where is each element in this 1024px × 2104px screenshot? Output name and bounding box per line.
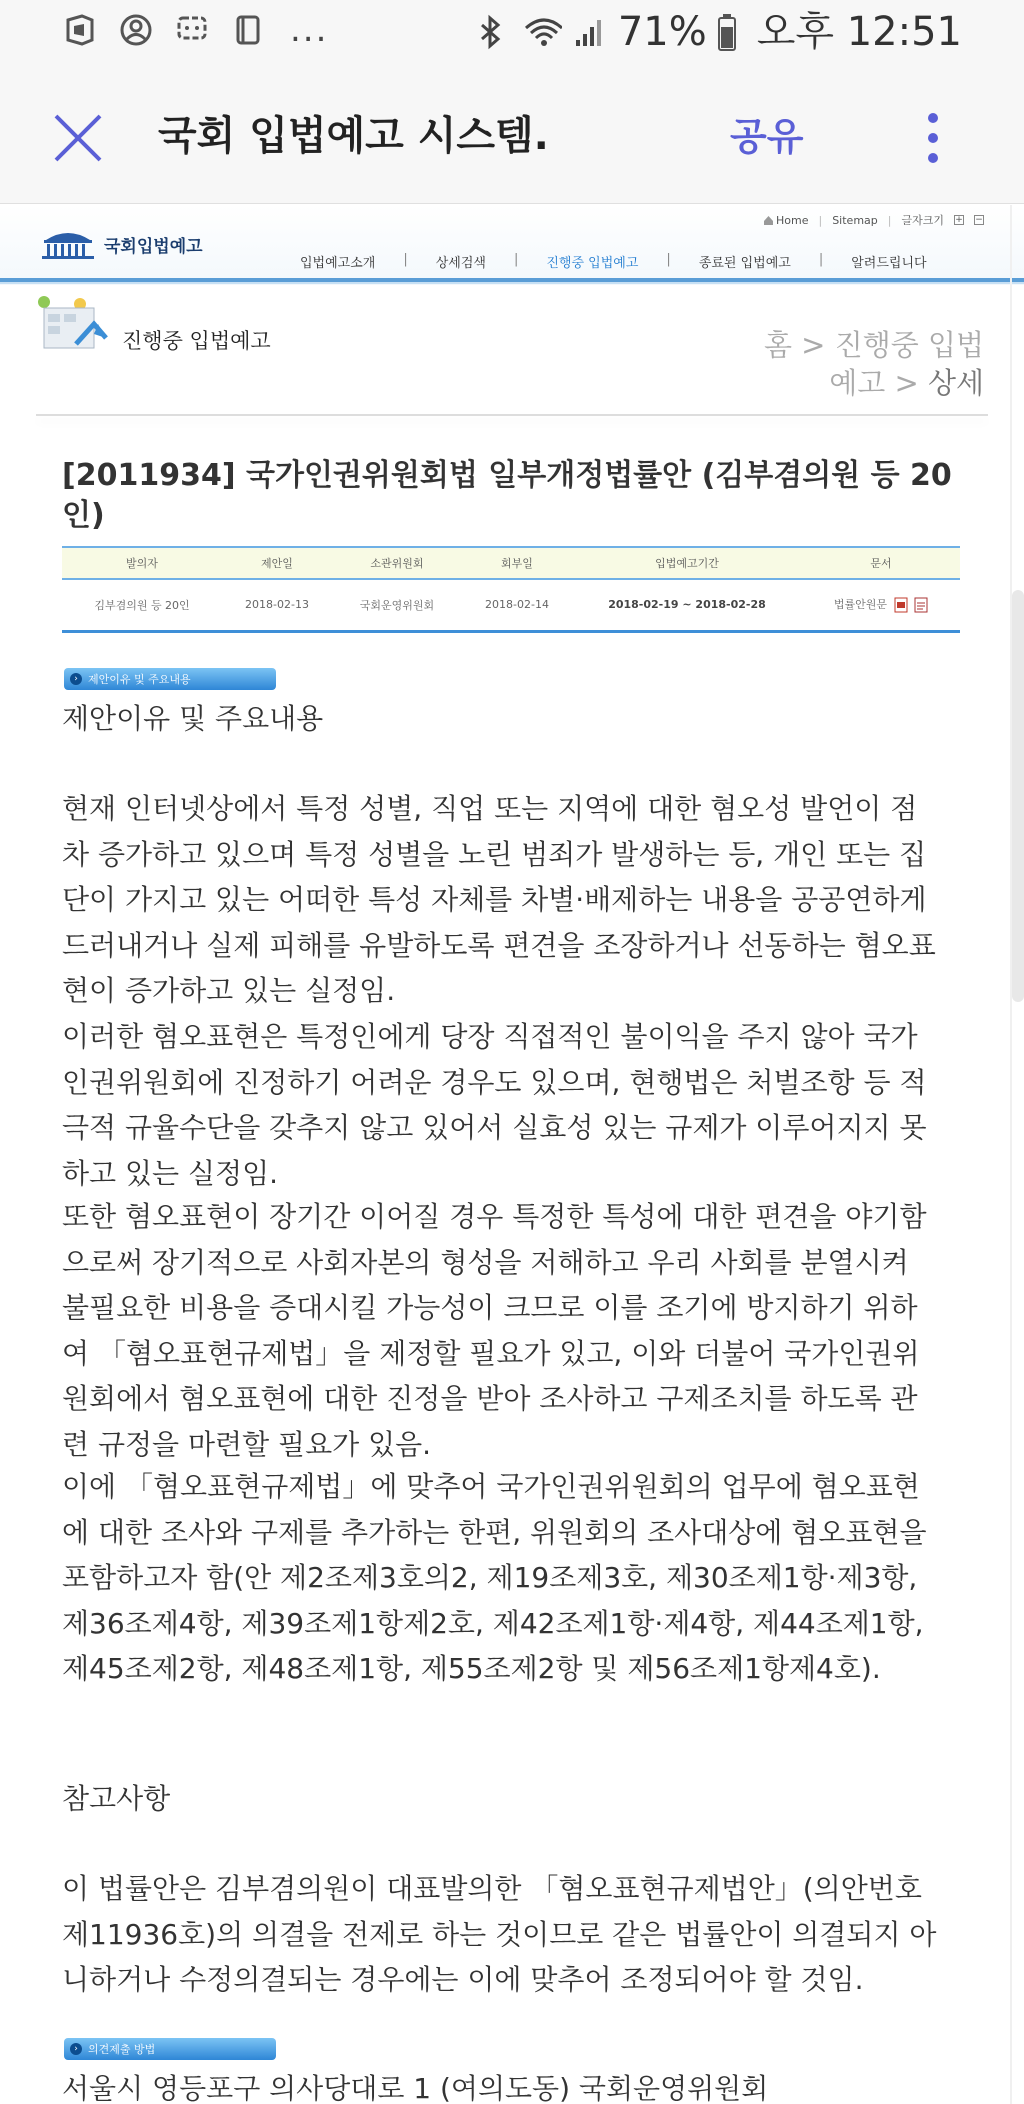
opinion-address: 서울시 영등포구 의사당대로 1 (여의도동) 국회운영위원회	[62, 2072, 769, 2104]
home-link-label: Home	[776, 213, 809, 227]
table-row	[62, 579, 960, 631]
breadcrumb-separator: >	[801, 328, 826, 362]
font-decrease-icon[interactable]: −	[975, 215, 983, 225]
section-divider	[36, 414, 988, 416]
col-header-proposal-date: 제안일	[222, 547, 332, 579]
breadcrumb	[754, 326, 984, 402]
site-logo[interactable]	[40, 228, 203, 260]
cell-proposal-date: 2018-02-13	[222, 579, 332, 631]
cell-committee: 국회운영위원회	[332, 579, 462, 631]
font-increase-icon[interactable]: +	[955, 215, 963, 225]
proposal-paragraph: 또한 혐오표현이 장기간 이어질 경우 특정한 특성에 대한 편견을 야기함으로써 장기적으로 사회자본의 형성을 저해하고 우리 사회를 분열시켜 불필요한 비용을 증대시킬 가능성이 크므로 이를 조기에 방지하기 위하여 「혐오표현규제법」을 제정할 필요가 있고, 이와 더불어 국가인권위원회에서 혐오표현에 대한 진정을 받아 조사하고 구제조치를 하도록 관련 규정을 마련할 필요가 있음.	[62, 1200, 927, 1461]
national-assembly-icon	[40, 228, 96, 260]
nav-item-notice[interactable]: 알려드립니다	[851, 256, 927, 271]
account-circle-icon	[118, 12, 154, 48]
utility-links	[763, 212, 984, 228]
col-header-documents: 문서	[802, 547, 960, 579]
battery-percent: 71%	[617, 9, 707, 55]
page-title: 국회 입법예고 시스템.	[158, 113, 549, 159]
status-right	[472, 10, 962, 54]
proposal-paragraph: 이에 「혐오표현규제법」에 맞추어 국가인권위원회의 업무에 혐오표현에 대한 조사와 구제를 추가하는 한편, 위원회의 조사대상에 혐오표현을 포함하고자 함(안 제2조제3호의2, 제19조제3호, 제30조제1항·제3항, 제36조제4항, 제39조제1항제2호, 제42조제1항·제4항, 제44조제1항, 제45조제2항, 제48조제1항, 제55조제2항 및 제56조제1항제4호).	[62, 1470, 927, 1685]
document-link[interactable]: 법률안원문	[833, 598, 888, 612]
section-illustration-icon	[36, 294, 112, 356]
page-edge	[1010, 205, 1012, 2104]
nav-separator: |	[666, 252, 671, 267]
col-header-proposer: 발의자	[62, 547, 222, 579]
clock: 오후 12:51	[756, 9, 962, 55]
col-header-referral-date: 회부일	[462, 547, 572, 579]
proposal-paragraph: 이러한 혐오표현은 특정인에게 당장 직접적인 불이익을 주지 않아 국가인권위원회에 진정하기 어려운 경우도 있으며, 현행법은 처벌조항 등 적극적 규율수단을 갖추지 않고 있어서 실효성 있는 규제가 이루어지지 못하고 있는 실정임.	[62, 1020, 927, 1190]
cell-period: 2018-02-19 ~ 2018-02-28	[572, 579, 802, 631]
cell-documents	[802, 579, 960, 631]
breadcrumb-home[interactable]: 홈	[763, 328, 792, 362]
more-notifications: ...	[290, 10, 329, 50]
nav-item-closed[interactable]: 종료된 입법예고	[698, 256, 791, 271]
close-icon[interactable]	[50, 110, 106, 166]
table-header-row	[62, 547, 960, 579]
chevron-right-icon: ›	[70, 673, 82, 685]
more-vert-icon[interactable]	[918, 112, 948, 164]
site-logo-text: 국회입법예고	[104, 236, 203, 257]
office-icon	[62, 12, 98, 48]
breadcrumb-middle[interactable]: 진행중 입법예고	[829, 328, 984, 400]
chevron-right-icon: ›	[70, 2043, 82, 2055]
section-title-text: 진행중 입법예고	[122, 329, 271, 353]
signal-icon	[572, 14, 608, 50]
cell-proposer: 김부겸의원 등 20인	[62, 579, 222, 631]
bill-title: [2011934] 국가인권위원회법 일부개정법률안 (김부겸의원 등 20인)	[62, 458, 952, 533]
pdf-file-icon[interactable]	[914, 597, 928, 613]
nav-item-intro[interactable]: 입법예고소개	[300, 256, 376, 271]
proposal-badge-label: 제안이유 및 주요내용	[88, 673, 191, 686]
scrollbar[interactable]	[1012, 590, 1024, 1002]
breadcrumb-current: 상세	[927, 366, 984, 400]
col-header-period: 입법예고기간	[572, 547, 802, 579]
nav-item-ongoing[interactable]: 진행중 입법예고	[546, 256, 639, 271]
bluetooth-icon	[472, 14, 508, 50]
hwp-file-icon[interactable]	[894, 597, 908, 613]
nav-separator: |	[818, 252, 824, 267]
reference-heading: 참고사항	[62, 1782, 171, 1815]
sitemap-link[interactable]: Sitemap	[832, 213, 878, 227]
breadcrumb-separator: >	[894, 366, 919, 400]
proposal-heading: 제안이유 및 주요내용	[62, 702, 324, 735]
proposal-badge	[64, 668, 276, 690]
header-border-light	[0, 282, 1024, 284]
chat-icon	[174, 12, 210, 48]
home-link[interactable]	[763, 214, 808, 227]
battery-icon	[717, 12, 737, 52]
share-button[interactable]: 공유	[730, 115, 804, 159]
font-size-label: 글자크기	[901, 214, 944, 227]
section-title	[36, 294, 271, 356]
nav-separator: |	[403, 252, 408, 267]
wifi-icon	[518, 14, 562, 50]
col-header-committee: 소관위원회	[332, 547, 462, 579]
nav-separator: |	[513, 252, 519, 267]
proposal-paragraph: 현재 인터넷상에서 특정 성별, 직업 또는 지역에 대한 혐오성 발언이 점차 증가하고 있으며 특정 성별을 노린 범죄가 발생하는 등, 개인 또는 집단이 가지고 있는 어떠한 특성 자체를 차별·배제하는 내용을 공공연하게 드러내거나 실제 피해를 유발하도록 편견을 조장하거나 선동하는 혐오표현이 증가하고 있는 실정임.	[62, 792, 936, 1007]
util-separator: |	[818, 213, 823, 227]
nav-item-search[interactable]: 상세검색	[435, 256, 486, 271]
opinion-badge-label: 의견제출 방법	[88, 2043, 156, 2056]
clipboard-icon	[230, 12, 266, 48]
reference-paragraph: 이 법률안은 김부겸의원이 대표발의한 「혐오표현규제법안」(의안번호 제11936호)의 의결을 전제로 하는 것이므로 같은 법률안이 의결되지 아니하거나 수정의결되는 경우에는 이에 맞추어 조정되어야 할 것임.	[62, 1872, 937, 1996]
app-bar	[0, 68, 1024, 204]
main-nav	[300, 252, 927, 271]
home-icon	[763, 215, 774, 226]
status-left	[62, 12, 328, 48]
opinion-badge	[64, 2038, 276, 2060]
cell-referral-date: 2018-02-14	[462, 579, 572, 631]
bill-info-table	[62, 546, 960, 633]
status-bar	[0, 0, 1024, 68]
util-separator: |	[887, 213, 892, 227]
